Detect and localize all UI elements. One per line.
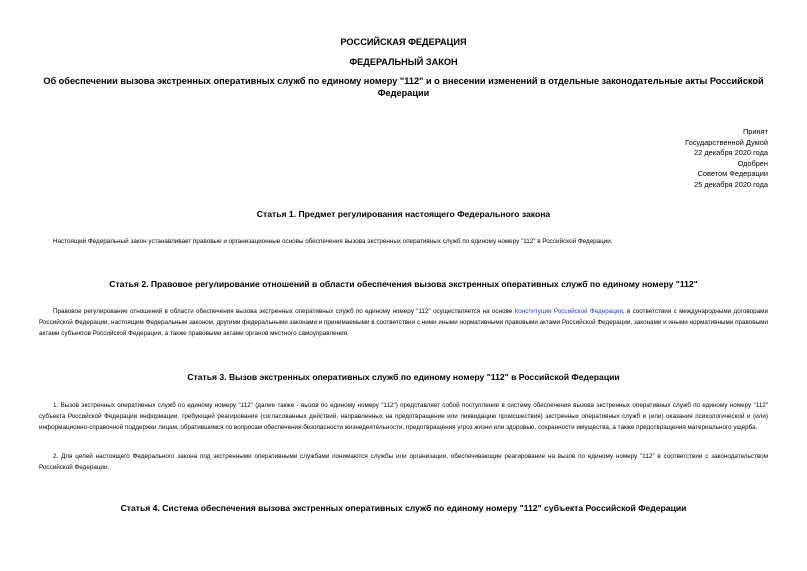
law-title: Об обеспечении вызова экстренных оперативных служб по единому номеру "112" и о внесении изменений в отдельные законодательные акты Российской Федерации [43,76,764,98]
country-heading: РОССИЙСКАЯ ФЕДЕРАЦИЯ [340,37,467,47]
law-type-heading: ФЕДЕРАЛЬНЫЙ ЗАКОН [349,57,458,67]
approval-line: Принят [742,127,768,136]
approval-line: Одобрен [737,158,768,168]
article-3-paragraph-2: 2. Для целей настоящего Федерального закона под экстренными оперативными службами понимаются службы или организации, обеспечивающие реагирование на вызов по единому номеру "112" в соответствии с законодательством Российской Федерации. [39,453,768,471]
article-3-heading: Статья 3. Вызов экстренных оперативных служб по единому номеру "112" в Российской Федерации [187,372,620,382]
article-2-heading: Статья 2. Правовое регулирование отношений в области обеспечения вызова экстренных оперативных служб по единому номеру "112" [109,279,698,289]
article-3-paragraph-1: 1. Вызов экстренных оперативных служб по единому номеру "112" (далее также - вызов по единому номеру "112") представляет собой поступление в систему обеспечения вызова экстренных оперативных служб по единому номеру "112" субъекта Российской Федерации информации, требующей реагирования (согласованных действий, направленных на предотвращение или ликвидацию происшествия) экстренных оперативных служб и (или) оказания психологической и (или) информационно-справочной поддержки лицам, обратившимся по вопросам обеспечения безопасности жизнедеятельности, предотвращения угроз жизни или здоровью, сохранности имущества, а также предотвращения материального ущерба. [39,402,768,431]
article-2-text-before-link: Правовое регулирование отношений в области обеспечения вызова экстренных оперативных служб по единому номеру "112" осуществляется на основе [53,308,515,315]
article-2-text [39,307,768,339]
approval-line: Государственной Думой [685,137,768,147]
approval-line: Советом Федерации [697,169,768,179]
article-1-heading: Статья 1. Предмет регулирования настоящего Федерального закона [256,209,551,219]
approval-block [685,127,768,191]
constitution-link[interactable]: Конституции Российской Федерации [514,308,623,315]
approval-line: 25 декабря 2020 года [694,179,768,189]
article-2-text-after-link: , в соответствии с международными договорами Российской Федерации, настоящим Федеральным законом, другими федеральными законами и принимаемыми в соответствии с ними иными нормативными правовыми актами Российской Федерации, законами и иными нормативными правовыми актами субъектов Российской Федерации, а также правовыми актами органов местного самоуправления. [39,308,769,337]
approval-line: 22 декабря 2020 года [694,148,768,158]
article-4-heading: Статья 4. Система обеспечения вызова экстренных оперативных служб по единому номеру "112" субъекта Российской Федерации [120,503,687,513]
article-1-text: Настоящий Федеральный закон устанавливает правовые и организационные основы обеспечения вызова экстренных оперативных служб по единому номеру "112" в Российской Федерации. [53,238,613,245]
